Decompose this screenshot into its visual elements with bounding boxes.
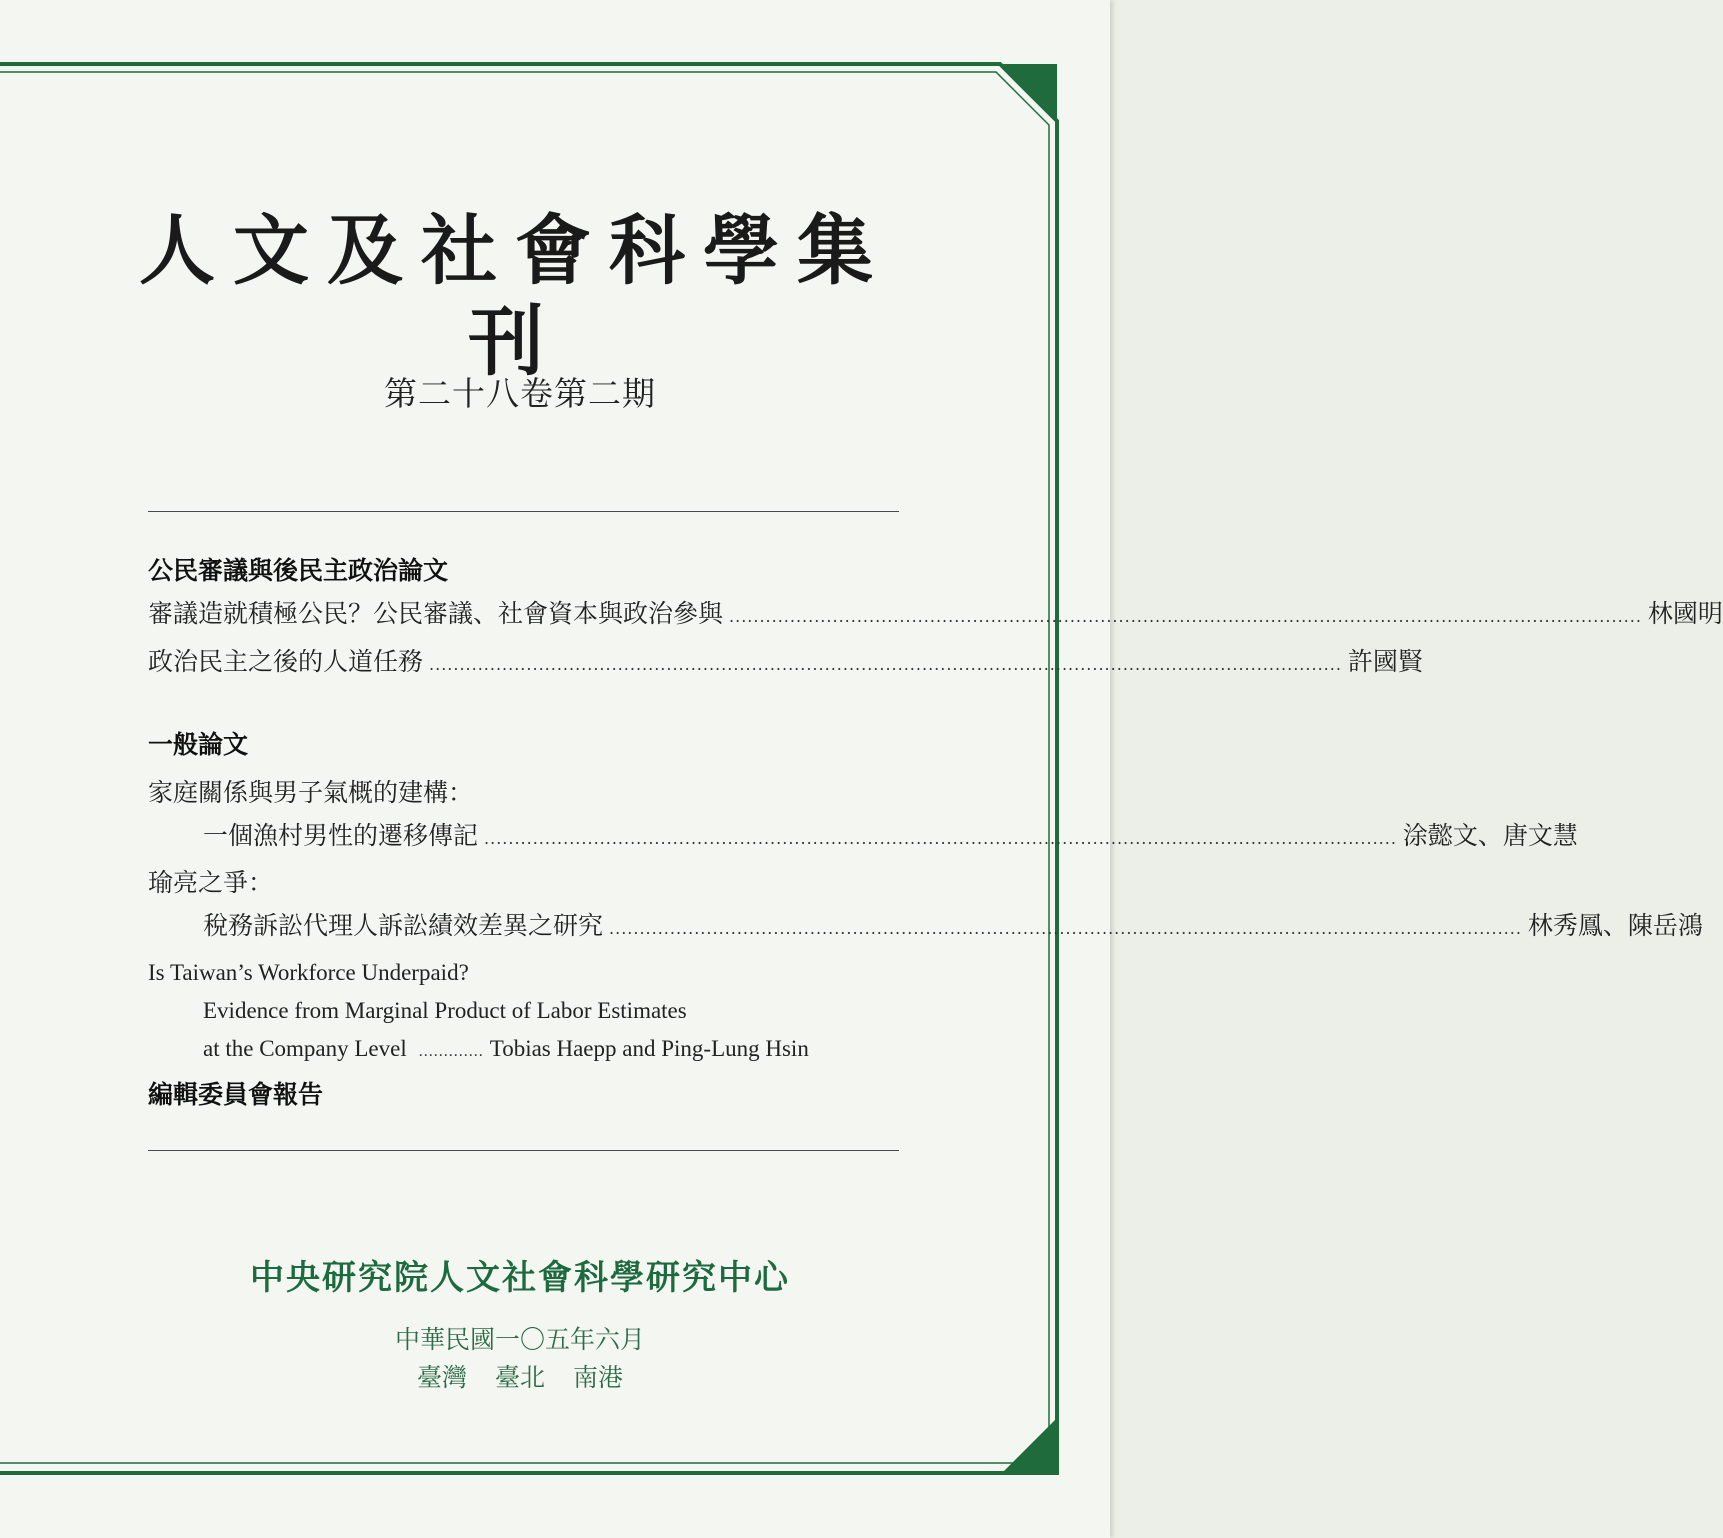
entry-title: 審議造就積極公民？公民審議、社會資本與政治參與	[148, 599, 724, 628]
toc-entry	[148, 638, 1423, 686]
entry-title-line: 瑜亮之爭：	[148, 868, 274, 897]
publication-date: 中華民國一〇五年六月	[394, 1325, 645, 1354]
leader-dots: ......................................................................................................................................................	[609, 919, 1522, 938]
entry-title-line: Evidence from Marginal Product of Labor Estimates	[203, 998, 687, 1023]
bottom-divider	[148, 1150, 899, 1151]
entry-title-line: Is Taiwan’s Workforce Underpaid?	[148, 960, 469, 985]
place-country: 臺灣	[416, 1363, 467, 1392]
section-heading: 編輯委員會報告	[148, 1080, 324, 1109]
leader-dots: ......................................................................................................................................................	[484, 829, 1397, 848]
entry-title: 政治民主之後的人道任務	[148, 647, 424, 676]
corner-ornament-bottom	[1002, 1418, 1057, 1473]
leader-dots: .............	[418, 1043, 484, 1060]
leader-dots: ......................................................................................................................................................	[429, 655, 1342, 674]
entry-author: Tobias Haepp and Ping-Lung Hsin	[489, 1036, 809, 1061]
top-divider	[148, 511, 899, 512]
table-of-contents	[148, 552, 1723, 1114]
section-heading: 公民審議與後民主政治論文	[148, 556, 449, 585]
toc-entry	[148, 904, 1703, 948]
place-district: 南港	[573, 1363, 624, 1392]
publication-place	[0, 1358, 1040, 1394]
section-heading: 一般論文	[148, 730, 249, 759]
place-city: 臺北	[494, 1363, 545, 1392]
entry-title: at the Company Level	[203, 1036, 407, 1061]
entry-title: 一個漁村男性的遷移傳記	[203, 821, 479, 850]
toc-entry	[148, 814, 1578, 858]
toc-entry	[148, 590, 1723, 638]
leader-dots: ......................................................................................................................................................	[729, 607, 1642, 626]
entry-author: 涂懿文、唐文慧	[1402, 821, 1578, 850]
entry-author: 林秀鳳、陳岳鴻	[1527, 911, 1703, 940]
entry-author: 林國明	[1647, 599, 1723, 628]
toc-entry	[148, 1030, 896, 1068]
publisher-name: 中央研究院人文社會科學研究中心	[250, 1258, 790, 1298]
entry-title: 稅務訴訟代理人訴訟績效差異之研究	[203, 911, 604, 940]
journal-title: 人文及社會科學集刊	[139, 206, 891, 387]
entry-author: 許國賢	[1347, 647, 1423, 676]
issue-number: 第二十八卷第二期	[384, 374, 656, 413]
entry-title-line: 家庭關係與男子氣概的建構：	[148, 778, 474, 807]
